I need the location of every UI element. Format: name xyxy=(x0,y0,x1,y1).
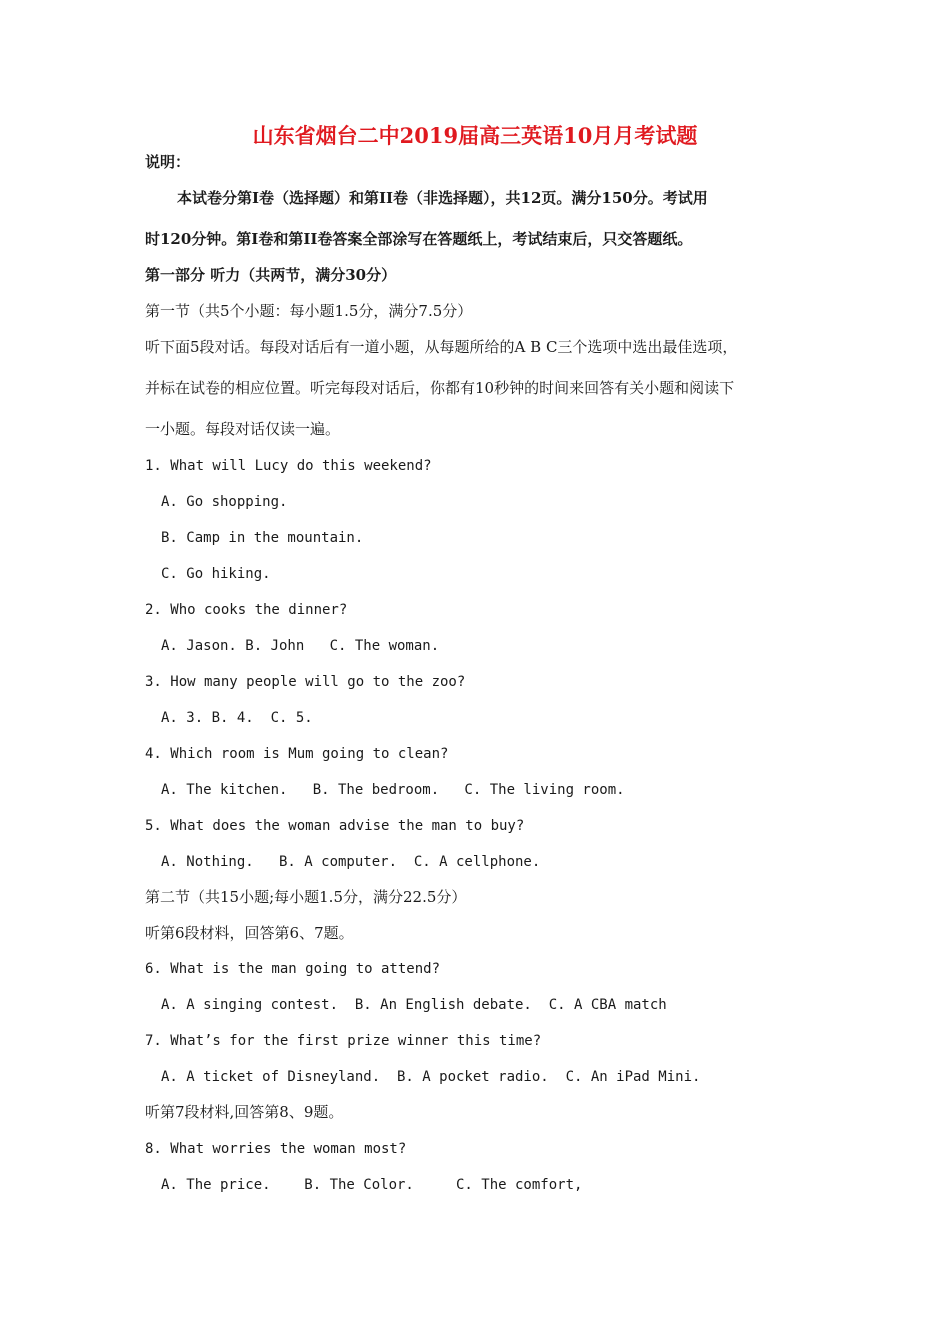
question-5: 5. What does the woman advise the man to buy? xyxy=(145,818,525,834)
question-1: 1. What will Lucy do this weekend? xyxy=(145,458,432,474)
section2-heading: 第二节（共15小题;每小题1.5分，满分22.5分） xyxy=(145,888,467,906)
question-7: 7. What’s for the first prize winner this time? xyxy=(145,1033,542,1049)
section1-heading: 第一节（共5个小题：每小题1.5分，满分7.5分） xyxy=(145,302,473,320)
question-2-options: A. Jason. B. John C. The woman. xyxy=(161,638,440,654)
question-3-options: A. 3. B. 4. C. 5. xyxy=(161,710,313,726)
question-7-options: A. A ticket of Disneyland. B. A pocket radio. C. An iPad Mini. xyxy=(161,1069,701,1085)
question-4-options: A. The kitchen. B. The bedroom. C. The living room. xyxy=(161,782,625,798)
note-line-1: 本试卷分第Ⅰ卷（选择题）和第II卷（非选择题），共12页。满分150分。考试用 xyxy=(177,189,708,207)
question-6: 6. What is the man going to attend? xyxy=(145,961,441,977)
question-1-option-a: A. Go shopping. xyxy=(161,494,288,510)
question-8: 8. What worries the woman most? xyxy=(145,1141,407,1157)
question-6-options: A. A singing contest. B. An English debate. C. A CBA match xyxy=(161,997,667,1013)
material-7-instruction: 听第7段材料,回答第8、9题。 xyxy=(145,1103,344,1121)
question-5-options: A. Nothing. B. A computer. C. A cellphone. xyxy=(161,854,541,870)
page-title: 山东省烟台二中2019届高三英语10月月考试题 xyxy=(252,123,698,148)
question-4: 4. Which room is Mum going to clean? xyxy=(145,746,449,762)
question-1-option-c: C. Go hiking. xyxy=(161,566,271,582)
part1-heading: 第一部分 听力（共两节，满分30分） xyxy=(145,266,397,284)
note-label: 说明： xyxy=(145,153,191,171)
section1-instruction-3: 一小题。每段对话仅读一遍。 xyxy=(145,420,341,438)
note-line-2: 时120分钟。第Ⅰ卷和第II卷答案全部涂写在答题纸上，考试结束后，只交答题纸。 xyxy=(145,230,693,248)
section1-instruction-1: 听下面5段对话。每段对话后有一道小题，从每题所给的A B C三个选项中选出最佳选项， xyxy=(145,338,738,356)
question-1-option-b: B. Camp in the mountain. xyxy=(161,530,364,546)
section1-instruction-2: 并标在试卷的相应位置。听完每段对话后，你都有10秒钟的时间来回答有关小题和阅读下 xyxy=(145,379,735,397)
material-6-instruction: 听第6段材料，回答第6、7题。 xyxy=(145,924,354,942)
question-2: 2. Who cooks the dinner? xyxy=(145,602,348,618)
question-8-options: A. The price. B. The Color. C. The comfort, xyxy=(161,1177,583,1193)
question-3: 3. How many people will go to the zoo? xyxy=(145,674,466,690)
